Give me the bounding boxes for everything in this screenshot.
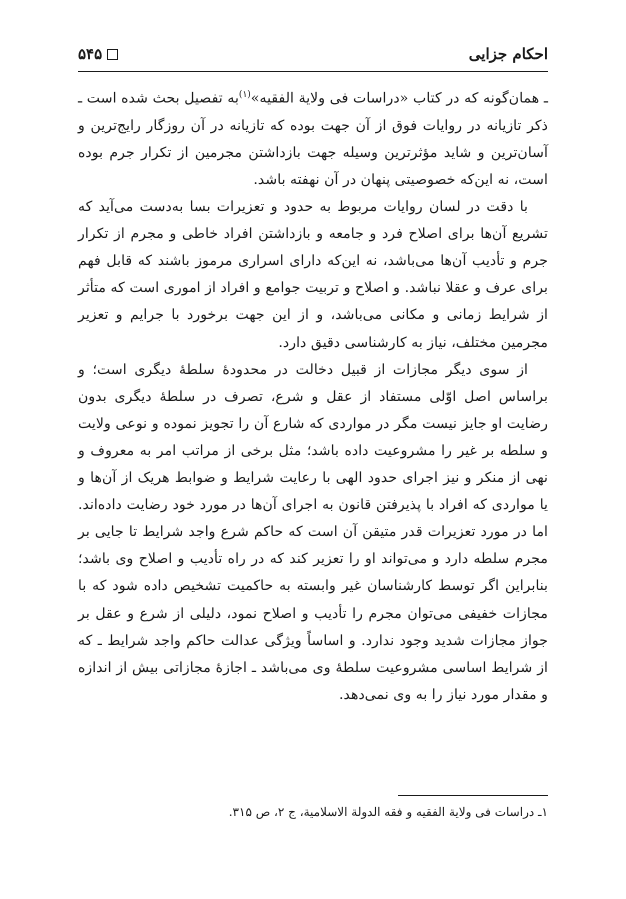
footnote-divider — [398, 795, 548, 796]
page-number: ۵۴۵ — [78, 45, 103, 63]
paragraph-1-start: ـ همان‌گونه که در کتاب «دراسات فی ولایة الفقیه» — [250, 90, 548, 107]
paragraph-1-end: به تفصیل بحث شده است ـ ذکر تازیانه در روایات فوق از آن جهت بوده که تازیانه در آن روزگار رایج‌ترین و آسان‌ترین و شاید مؤثرترین وسیله جهت بازداشتن مجرمین از تکرار جرم بوده است، نه این‌که خصوصیتی پنهان در آن نهفته باشد. — [78, 90, 548, 189]
page-number-block — [78, 45, 118, 63]
running-title: احکام جزایی — [468, 45, 548, 63]
page-header — [78, 40, 548, 68]
paragraph-2: با دقت در لسان روایات مربوط به حدود و تعزیرات بسا به‌دست می‌آید که تشریع آن‌ها برای اصلاح فرد و جامعه و بازداشتن افراد خاطی و مجرم از تکرار جرم و تأدیب آن‌ها می‌باشد، نه این‌که دارای اسراری مرموز باشند که قابل فهم برای عرف و عقلا نباشد. و اصلاح و تربیت جوامع و افراد از اموری است که متأثر از شرایط زمانی و مکانی می‌باشد، و از این جهت برخورد با جرایم و تعزیر مجرمین مختلف، نیاز به کارشناسی دقیق دارد. — [78, 199, 548, 351]
footnote: ۱ـ دراسات فی ولایة الفقیه و فقه الدولة الاسلامیة، ج ۲، ص ۳۱۵. — [228, 805, 548, 819]
square-icon — [107, 49, 118, 60]
header-divider — [78, 71, 548, 72]
main-text — [78, 82, 548, 709]
paragraph-3: از سوی دیگر مجازات از قبیل دخالت در محدودهٔ سلطهٔ دیگری است؛ و براساس اصل اوّلی مستفاد از عقل و شرع، تصرف در سلطهٔ دیگری بدون رضایت او جایز نیست مگر در مواردی که شارع آن را تجویز نموده و نوعی ولایت و سلطه بر غیر را مشروعیت داده باشد؛ مثل برخی از مراتب امر به معروف و نهی از منکر و نیز اجرای حدود الهی با رعایت شرایط و ضوابط هریک از آن‌ها و یا مواردی که افراد با پذیرفتن قانون به اجرای آن‌ها در مورد خود رضایت داده‌اند. اما در مورد تعزیرات قدر متیقن آن است که حاکم شرع واجد شرایط تا جایی بر مجرم سلطه دارد و می‌تواند او را تعزیر کند که در راه تأدیب و اصلاح وی باشد؛ بنابراین اگر توسط کارشناسان غیر وابسته به حاکمیت تشخیص داده شود که با مجازات خفیفی می‌توان مجرم را تأدیب و اصلاح نمود، دلیلی از شرع و عقل بر جواز مجازات شدید وجود ندارد. و اساساً ویژگی عدالت حاکم واجد شرایط ـ که از شرایط اساسی مشروعیت سلطهٔ وی می‌باشد ـ اجازهٔ مجازاتی بیش از اندازه و مقدار مورد نیاز را به وی نمی‌دهد. — [78, 361, 548, 703]
paragraph-1 — [78, 82, 548, 194]
footnote-ref: (۱) — [238, 90, 251, 100]
